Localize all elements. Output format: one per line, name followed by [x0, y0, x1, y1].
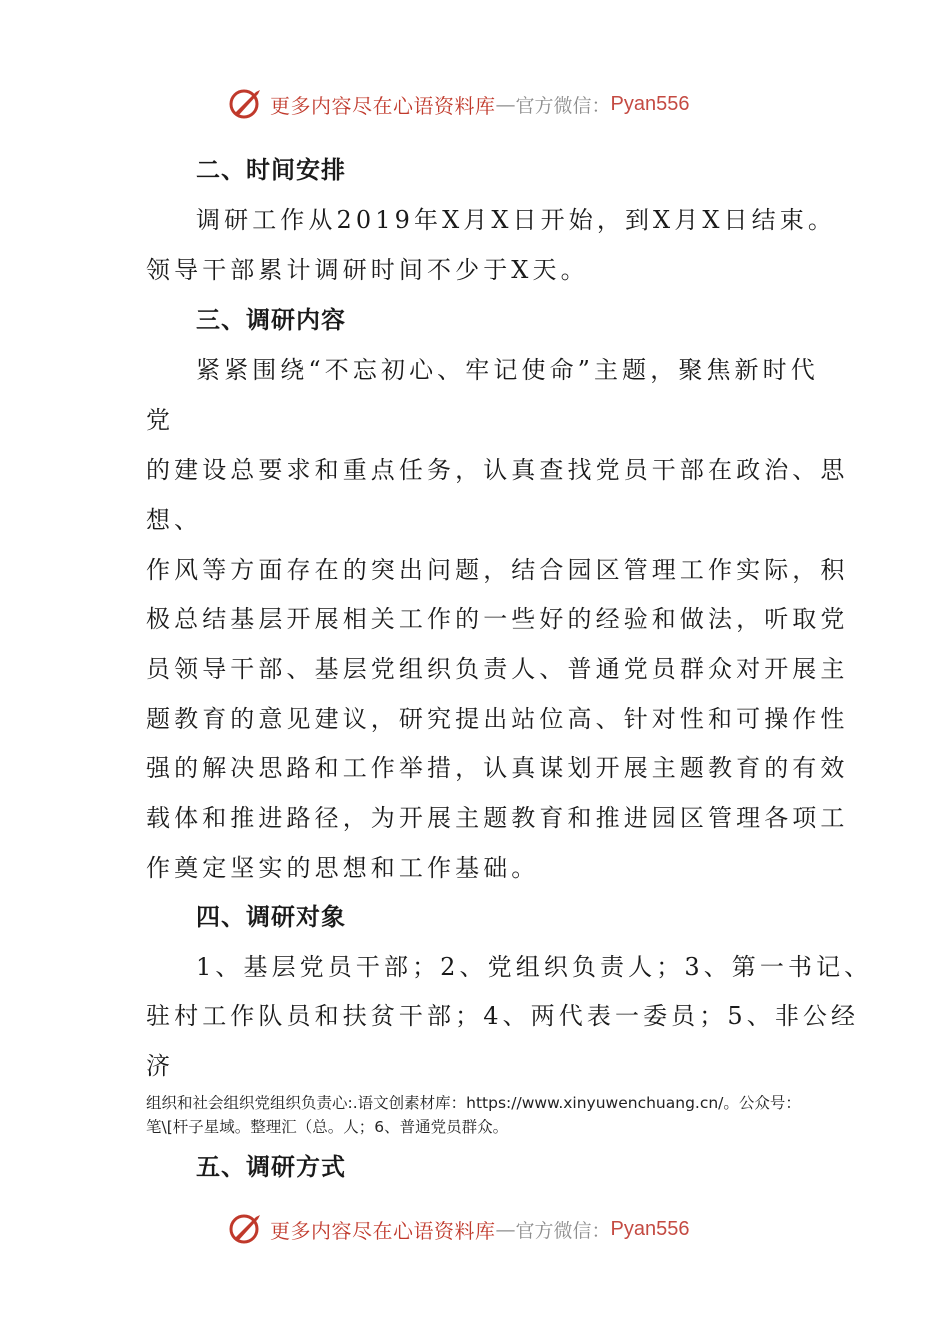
- banner-official-label: 官方微信：: [515, 94, 611, 117]
- paragraph-line: 极总结基层开展相关工作的一些好的经验和做法，听取党: [146, 605, 849, 633]
- paragraph-line: 题教育的意见建议，研究提出站位高、针对性和可操作性: [146, 705, 849, 733]
- banner-site-name: 更多内容尽在心语资料库: [270, 1218, 496, 1243]
- paragraph-line: 载体和推进路径，为开展主题教育和推进园区管理各项工: [146, 804, 849, 832]
- banner-official-label: 官方微信：: [515, 1219, 611, 1242]
- banner-dash: —: [495, 92, 516, 116]
- section-heading-methods: 五、调研方式: [196, 1153, 346, 1181]
- paragraph-line: 济: [146, 1052, 175, 1080]
- section-heading-schedule: 二、时间安排: [196, 156, 346, 184]
- paragraph-line: 想、: [146, 506, 203, 534]
- paragraph-line: 的建设总要求和重点任务，认真查找党员干部在政治、思: [146, 456, 849, 484]
- small-note-line: 组织和社会组织党组织负责心:.语文创素材库：https://www.xinyuwenchuang.cn/。公众号：: [146, 1094, 801, 1112]
- paragraph-line: 驻村工作队员和扶贫干部；4、两代表一委员；5、非公经: [146, 1002, 860, 1030]
- banner-wechat-id: Pyan556: [610, 92, 690, 115]
- section-heading-targets: 四、调研对象: [196, 903, 346, 931]
- paragraph-line: 领导干部累计调研时间不少于X天。: [146, 256, 589, 284]
- section-heading-content: 三、调研内容: [196, 306, 346, 334]
- paragraph-line: 员领导干部、基层党组织负责人、普通党员群众对开展主: [146, 655, 849, 683]
- paragraph-line: 强的解决思路和工作举措，认真谋划开展主题教育的有效: [146, 754, 849, 782]
- paragraph-line: 紧紧围绕“不忘初心、牢记使命”主题，聚焦新时代: [196, 356, 819, 384]
- small-note-line: 笔\[杆子星域。整理汇（总。人；6、普通党员群众。: [146, 1118, 509, 1136]
- paragraph-line: 调研工作从2019年X月X日开始，到X月X日结束。: [196, 206, 836, 234]
- paragraph-line: 作奠定坚实的思想和工作基础。: [146, 854, 540, 882]
- banner-site-name: 更多内容尽在心语资料库: [270, 93, 496, 118]
- paragraph-line: 党: [146, 406, 175, 434]
- banner-dash: —: [495, 1217, 516, 1241]
- banner-wechat-id: Pyan556: [610, 1217, 690, 1240]
- header-banner: [226, 82, 689, 126]
- quill-logo-icon: [226, 1209, 266, 1249]
- paragraph-line: 作风等方面存在的突出问题，结合园区管理工作实际，积: [146, 556, 849, 584]
- footer-banner: [226, 1207, 689, 1251]
- paragraph-line: 1、基层党员干部；2、党组织负责人；3、第一书记、: [196, 953, 873, 981]
- quill-logo-icon: [226, 84, 266, 124]
